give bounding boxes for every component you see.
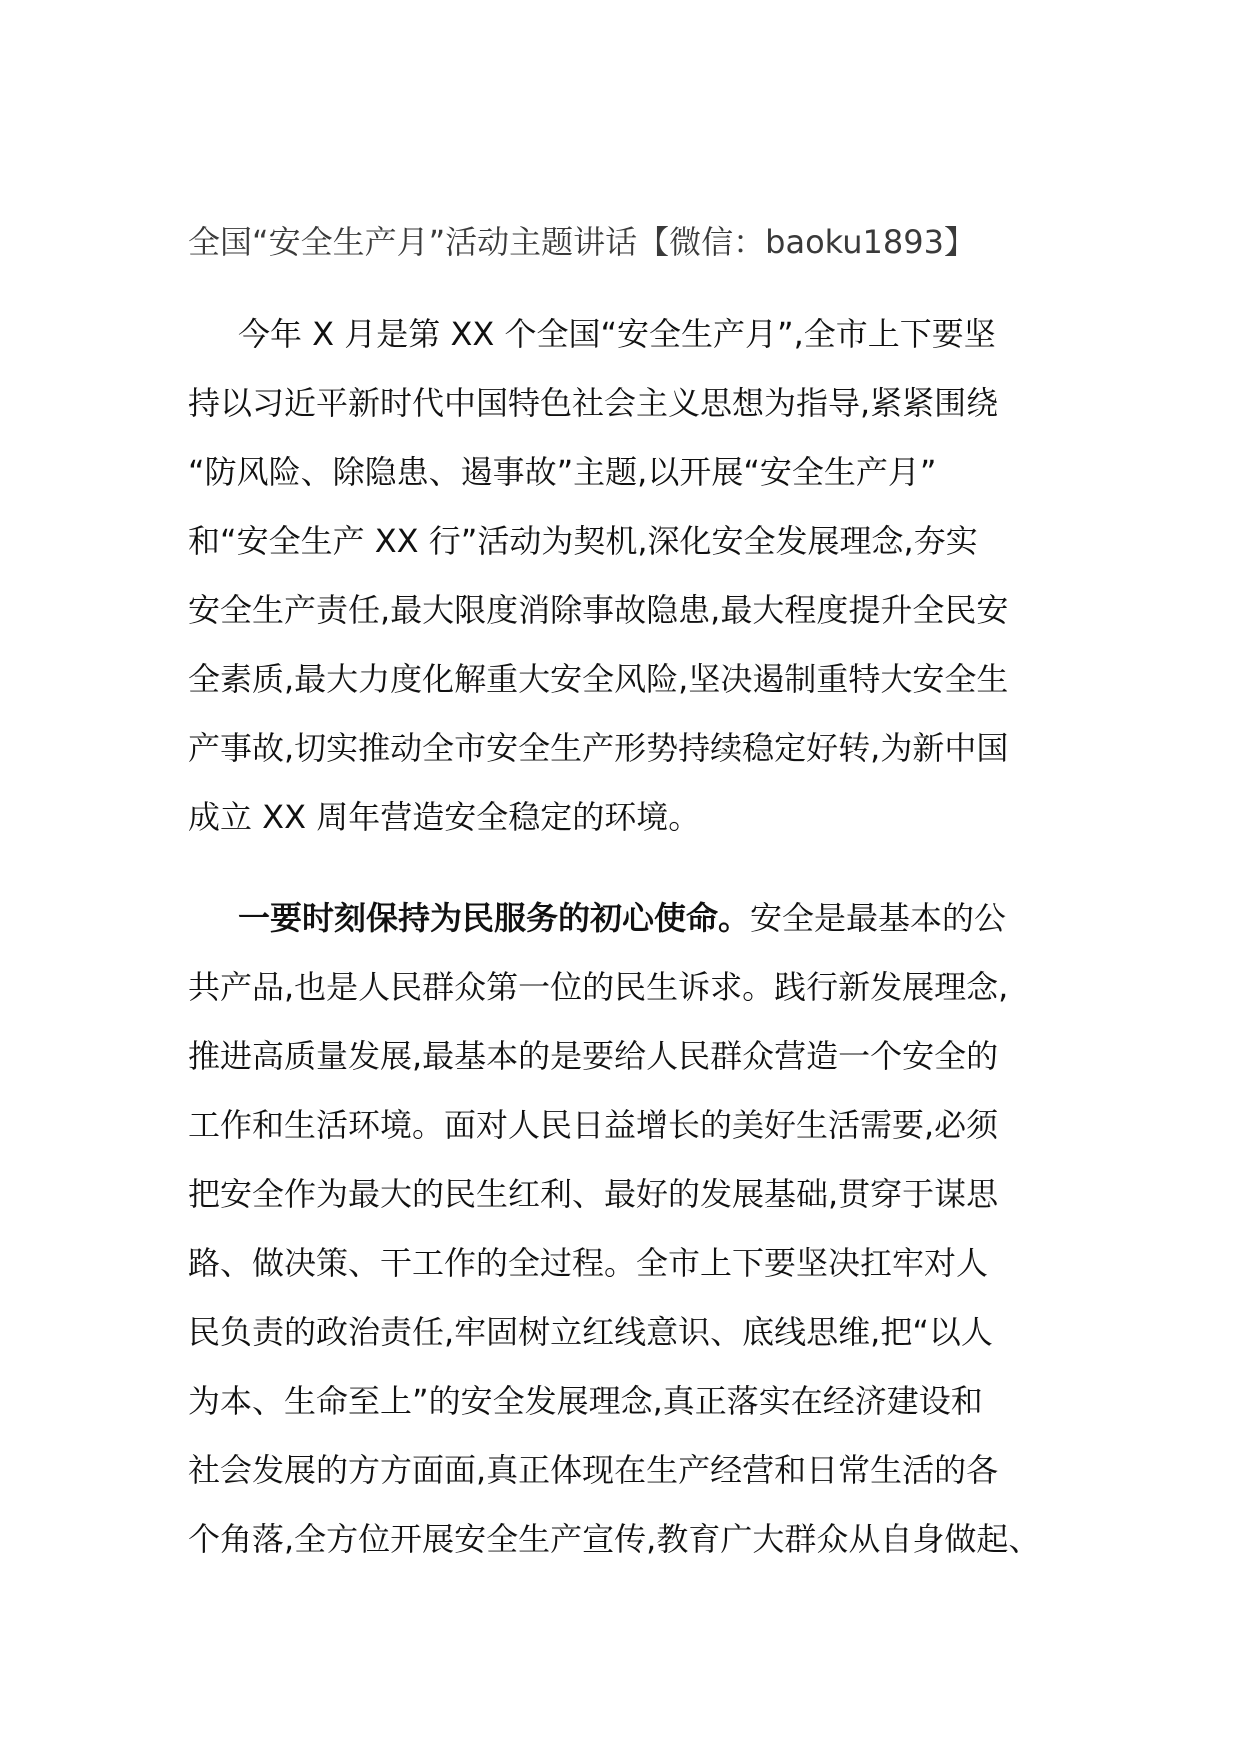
- paragraph-line: 推进高质量发展,最基本的是要给人民群众营造一个安全的: [188, 1037, 999, 1075]
- paragraph-line: 共产品,也是人民群众第一位的民生诉求。践行新发展理念,: [188, 968, 1009, 1006]
- document-title: 全国“安全生产月”活动主题讲话【微信：baoku1893】: [188, 223, 976, 261]
- paragraph-line: 和“安全生产 XX 行”活动为契机,深化安全发展理念,夯实: [188, 522, 978, 560]
- paragraph-line: 为本、生命至上”的安全发展理念,真正落实在经济建设和: [188, 1382, 983, 1420]
- paragraph-line: “防风险、除隐患、遏事故”主题,以开展“安全生产月”: [188, 453, 937, 491]
- paragraph-line: 产事故,切实推动全市安全生产形势持续稳定好转,为新中国: [188, 729, 1009, 767]
- paragraph-line: 成立 XX 周年营造安全稳定的环境。: [188, 798, 701, 836]
- paragraph-text: 安全是最基本的公: [750, 899, 1007, 937]
- paragraph-line: 全素质,最大力度化解重大安全风险,坚决遏制重特大安全生: [188, 660, 1009, 698]
- paragraph-line: 安全生产责任,最大限度消除事故隐患,最大程度提升全民安: [188, 591, 1009, 629]
- paragraph-line: 路、做决策、干工作的全过程。全市上下要坚决扛牢对人: [188, 1244, 989, 1282]
- paragraph-line: 民负责的政治责任,牢固树立红线意识、底线思维,把“以人: [188, 1313, 993, 1351]
- paragraph-line: 今年 X 月是第 XX 个全国“安全生产月”,全市上下要坚: [238, 315, 996, 353]
- section-heading: 一要时刻保持为民服务的初心使命。: [238, 899, 751, 937]
- paragraph-point-one: [188, 884, 1058, 1574]
- paragraph-line: 社会发展的方方面面,真正体现在生产经营和日常生活的各: [188, 1451, 999, 1489]
- paragraph-first-line: [188, 884, 1058, 953]
- paragraph-line: 工作和生活环境。面对人民日益增长的美好生活需要,必须: [188, 1106, 999, 1144]
- paragraph-line: 持以习近平新时代中国特色社会主义思想为指导,紧紧围绕: [188, 384, 999, 422]
- paragraph-line: 个角落,全方位开展安全生产宣传,教育广大群众从自身做起、: [188, 1520, 1041, 1558]
- paragraph-intro: [188, 300, 1058, 852]
- paragraph-line: 把安全作为最大的民生红利、最好的发展基础,贯穿于谋思: [188, 1175, 999, 1213]
